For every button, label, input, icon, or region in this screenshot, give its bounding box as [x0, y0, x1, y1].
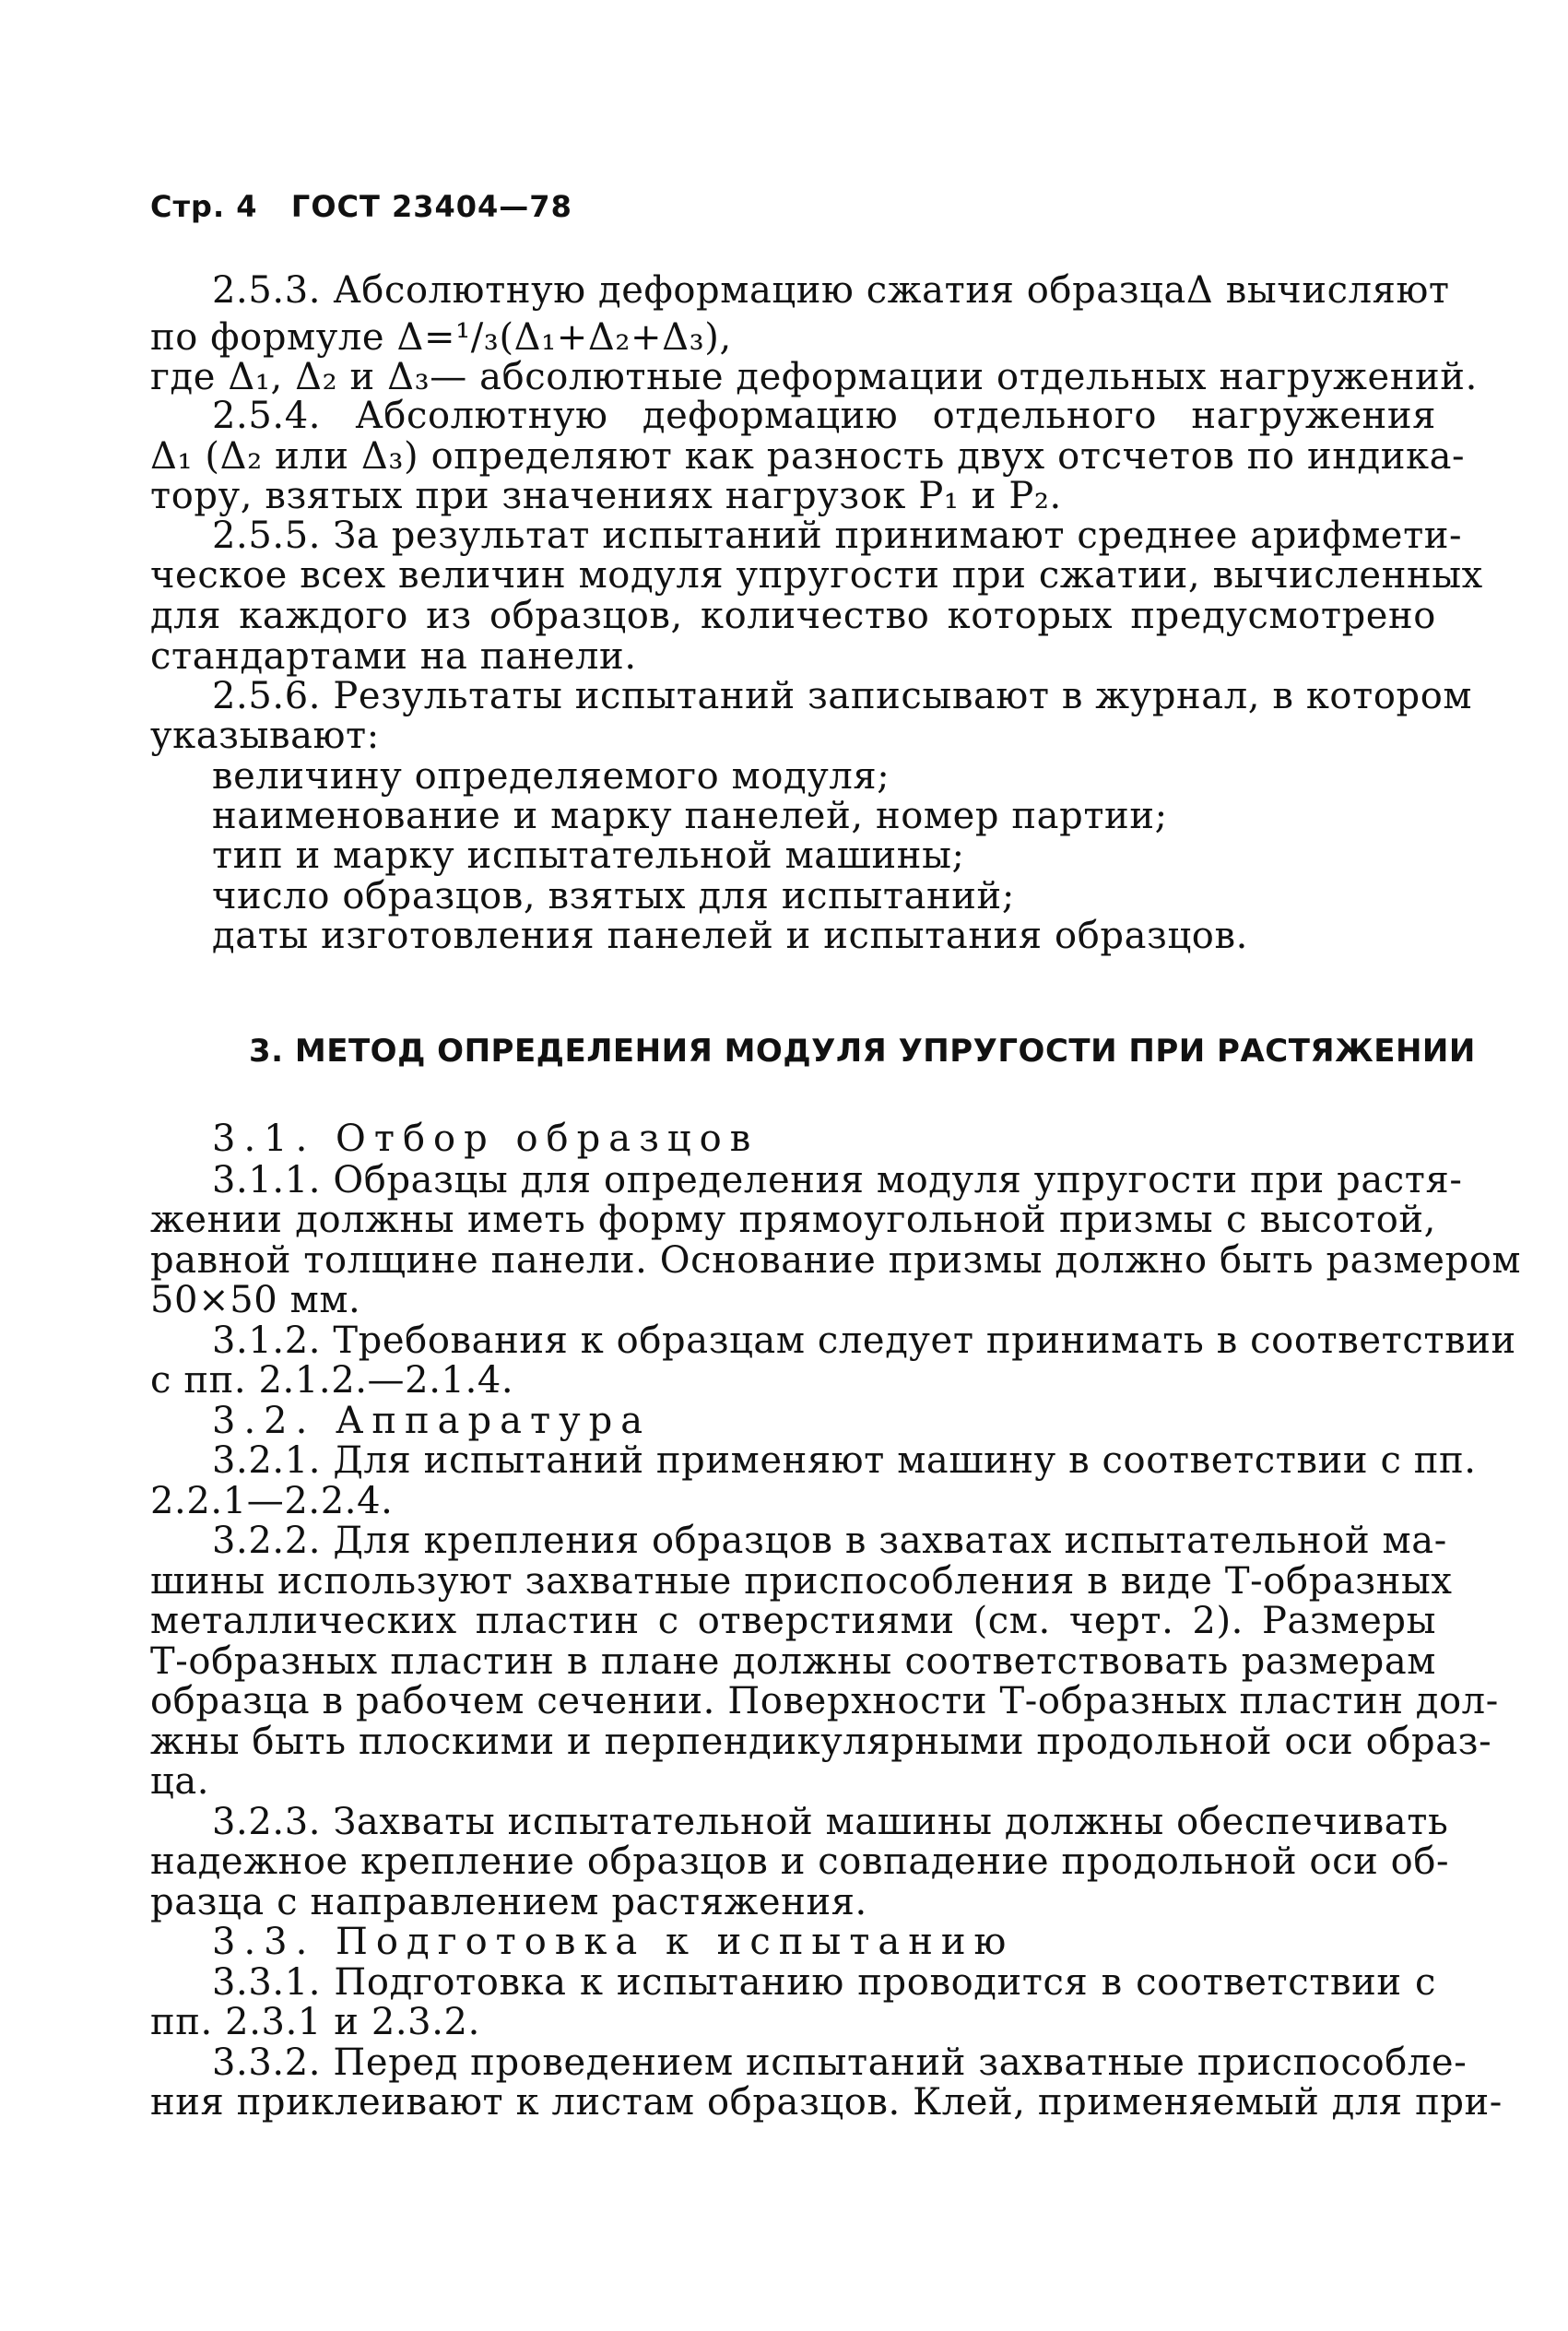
text-line: 50×50 мм.: [150, 1279, 361, 1321]
text-line: 3.3.2. Перед проведением испытаний захватные приспособле-: [212, 2041, 1468, 2084]
standard-number: ГОСТ 23404—78: [290, 189, 572, 224]
text-line: 3.2.2. Для крепления образцов в захватах испытательной ма-: [212, 1520, 1447, 1562]
text-line: Δ₁ (Δ₂ или Δ₃) определяют как разность двух отсчетов по индика-: [150, 435, 1466, 478]
text-line: с пп. 2.1.2.—2.1.4.: [150, 1359, 514, 1402]
subsection-heading: 3.3. Подготовка к испытанию: [212, 1921, 1015, 1963]
section-heading: 3. МЕТОД ОПРЕДЕЛЕНИЯ МОДУЛЯ УПРУГОСТИ ПРИ РАСТЯЖЕНИИ: [249, 1033, 1476, 1070]
text-line: 2.5.6. Результаты испытаний записывают в журнал, в котором: [212, 675, 1473, 717]
text-line: для каждого из образцов, количество которых предусмотрено: [150, 595, 1436, 637]
text-line: 3.2.1. Для испытаний применяют машину в соответствии с пп.: [212, 1439, 1477, 1482]
text-line: 3.1.2. Требования к образцам следует принимать в соответствии: [212, 1319, 1516, 1362]
text-line: 3.2.3. Захваты испытательной машины должны обеспечивать: [212, 1801, 1449, 1843]
text-line: надежное крепление образцов и совпадение продольной оси об-: [150, 1840, 1450, 1883]
text-line: пп. 2.3.1 и 2.3.2.: [150, 2001, 480, 2043]
subsection-heading: 3.1. Отбор образцов: [212, 1118, 760, 1160]
page-number: Стр. 4: [150, 189, 258, 224]
page-header: [150, 189, 572, 224]
subsection-heading: 3.2. Аппаратура: [212, 1400, 652, 1442]
text-line: 2.2.1—2.2.4.: [150, 1480, 394, 1522]
text-line: указывают:: [150, 715, 380, 757]
text-line: 3.3.1. Подготовка к испытанию проводится в соответствии с: [212, 1961, 1436, 2004]
text-line: равной толщине панели. Основание призмы должно быть размером: [150, 1239, 1522, 1282]
text-line: ческое всех величин модуля упругости при сжатии, вычисленных: [150, 554, 1483, 597]
text-line: жны быть плоскими и перпендикулярными продольной оси образ-: [150, 1721, 1492, 1763]
list-item: наименование и марку панелей, номер партии;: [212, 795, 1168, 837]
text-line: 3.1.1. Образцы для определения модуля упругости при растя-: [212, 1159, 1463, 1201]
text-line: 2.5.5. За результат испытаний принимают среднее арифмети-: [212, 515, 1463, 557]
formula-line: по формуле Δ=¹/₃(Δ₁+Δ₂+Δ₃),: [150, 316, 732, 359]
text-line: где Δ₁, Δ₂ и Δ₃— абсолютные деформации отдельных нагружений.: [150, 356, 1478, 398]
text-line: ца.: [150, 1760, 210, 1803]
text-line: разца с направлением растяжения.: [150, 1881, 867, 1923]
list-item: тип и марку испытательной машины;: [212, 834, 965, 877]
text-line: тору, взятых при значениях нагрузок P₁ и P₂.: [150, 475, 1062, 517]
text-line: ния приклеивают к листам образцов. Клей, применяемый для при-: [150, 2081, 1503, 2124]
text-line: жении должны иметь форму прямоугольной призмы с высотой,: [150, 1199, 1436, 1241]
text-line: шины используют захватные приспособления в виде Т-образных: [150, 1560, 1453, 1603]
list-item: величину определяемого модуля;: [212, 755, 890, 798]
text-line: образца в рабочем сечении. Поверхности Т-образных пластин дол-: [150, 1680, 1499, 1722]
text-line: металлических пластин с отверстиями (см. черт. 2). Размеры: [150, 1600, 1436, 1642]
list-item: число образцов, взятых для испытаний;: [212, 875, 1015, 917]
text-line: 2.5.3. Абсолютную деформацию сжатия образцаΔ вычисляют: [212, 269, 1450, 312]
text-line: 2.5.4. Абсолютную деформацию отдельного нагружения: [212, 395, 1436, 437]
text-line: стандартами на панели.: [150, 635, 637, 678]
text-line: Т-образных пластин в плане должны соответствовать размерам: [150, 1640, 1436, 1683]
list-item: даты изготовления панелей и испытания образцов.: [212, 915, 1248, 957]
